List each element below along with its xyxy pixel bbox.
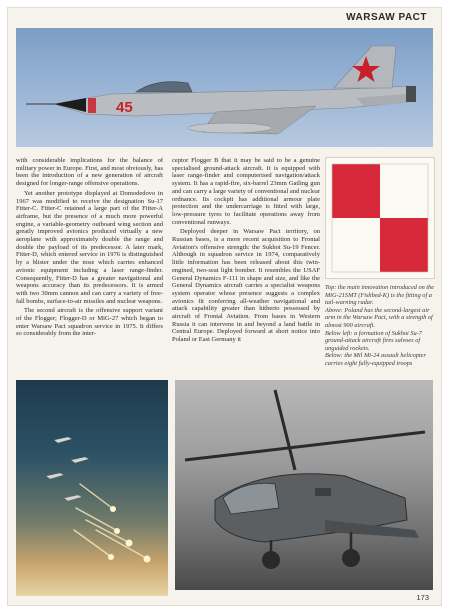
mi-24-helicopter-photo — [175, 380, 433, 590]
paragraph: The second aircraft is the offensive support variant of the Flogger; Flogger-D or MiG-27 which began to enter Warsaw Pact squadron service in 1975. It differs so considerably from the inter- — [16, 307, 163, 338]
section-title: WARSAW PACT — [346, 12, 427, 23]
paragraph: Deployed deeper in Warsaw Pact territory, on Russian bases, is a more recent acquisition to Frontal Aviation's offensive strength: the Sukhoi Su-19 Fencer. Although in squadron service in 1974, comparatively little information has been released about this twin-engined, two-seat light bomber. It resembles the USAF General Dynamics F-111 in shape and size, and like the General Dynamics aircraft carries a specialist weapons system operator whose presence suggests a complex avionics fit conferring all-weather navigational and attack capability greater than hitherto possessed by aircraft of Frontal Aviation. From bases in Western Russia it can intervene in and beyond a land battle in Central Europe. Deployed forward at short notice into Poland or East Germany it — [172, 228, 320, 344]
caption-above: Above: Poland has the second-largest air arm in the Warsaw Pact, with a strength of almost 900 aircraft. — [325, 306, 433, 329]
magazine-page — [8, 8, 441, 605]
body-column-1 — [16, 157, 163, 340]
page-number: 173 — [416, 593, 429, 602]
photo-captions — [325, 284, 435, 368]
su-7-rocket-salvo-photo — [16, 380, 168, 596]
paragraph: Yet another prototype displayed at Domodedovo in 1967 was modified to receive the designation Su-17 Fitter-C. Fitter-C retained a large part of the Fitter-A airframe, but the presence of a much more powerful engine, a variable-geometry outboard wing section and greatly improved avionics produced virtually a new aeroplane with approximately double the range and double the payload of its predecessor. A later mark, Fitter-D, which entered service in 1976 is distinguished by a blister under the nose which carries enhanced avionic equipment including a laser range-finder. Consequently, Fitter-D has a greater navigational and weapons accuracy than its predecessors. It is armed with two 30mm cannon and can carry a variety of free-fall bombs, surface-to-air missiles and nuclear weapons. — [16, 189, 163, 305]
caption-below: Below: the Mil Mi-24 assault helicopter carries eight fully-equipped troops — [325, 352, 426, 367]
body-column-2 — [172, 157, 320, 346]
caption-top: Top: the main innovation introduced on the MiG-21SMT (Fishbed-K) is the fitting of a tail-warning radar. — [325, 284, 435, 307]
paragraph: ceptor Flogger B that it may be said to be a genuine specialised ground-attack aircraft. It is equipped with laser range-finder and computerised navigation/attack system. It has a rapid-fire, six-barrel 23mm Gatling gun and can carry a large variety of conventional and nuclear ordnance. Its cockpit has additional armour plate protection and the undercarriage is fitted with large, low-pressure tyres to facilitate operations away from conventional runways. — [172, 157, 320, 226]
paragraph: with considerable implications for the balance of military power in Europe. First, and most obviously, has been the introduction of a new generation of aircraft designed for longer-range offensive operations. — [16, 157, 163, 188]
aircraft-number: 45 — [116, 99, 133, 116]
mig-21-photo — [16, 28, 433, 147]
caption-below-left: Below left: a formation of Sukhoi Su-7 ground-attack aircraft fires salvoes of unguided rockets. — [325, 329, 422, 352]
polish-air-force-checkerboard — [325, 157, 435, 279]
